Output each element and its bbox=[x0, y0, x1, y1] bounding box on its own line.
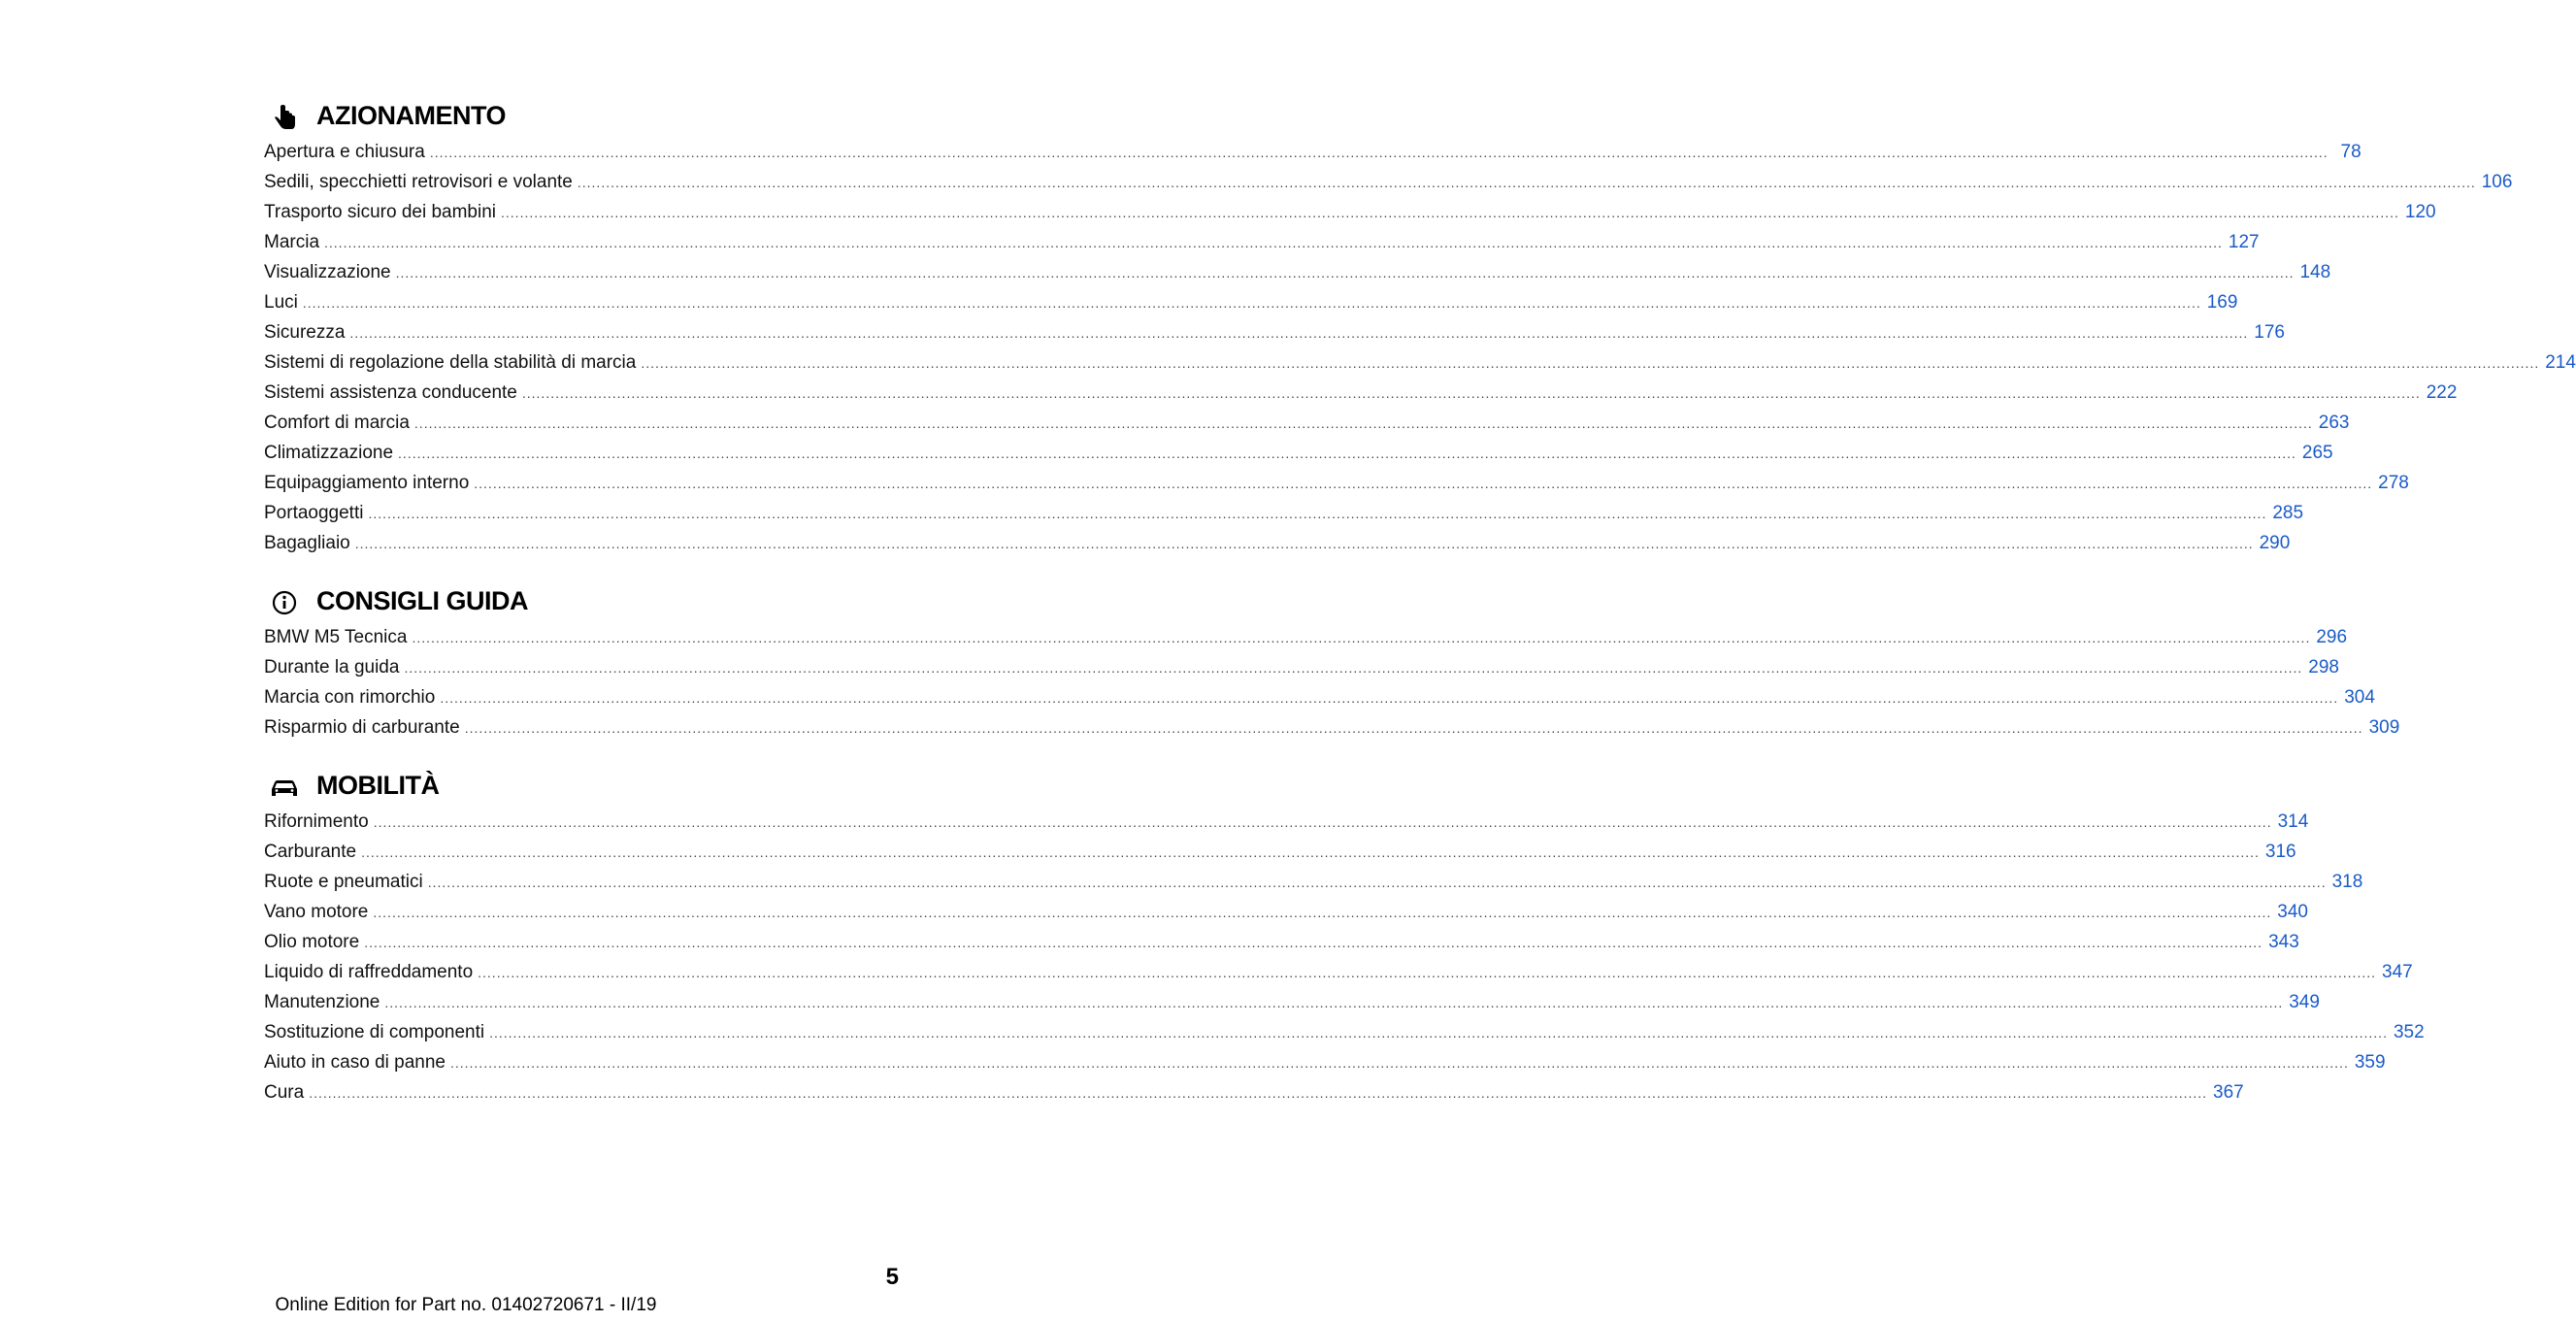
toc-entry[interactable] bbox=[264, 533, 2291, 563]
toc-entry-label: Comfort di marcia bbox=[264, 413, 410, 433]
toc-entry[interactable] bbox=[264, 932, 2299, 962]
section-header bbox=[264, 97, 901, 136]
dot-leader: ................................................................................................................................................................................................................................................................................................................................................................................................................ bbox=[384, 995, 2284, 1010]
section-consigli-guida bbox=[264, 582, 2400, 747]
dot-leader: ................................................................................................................................................................................................................................................................................................................................................................................................................ bbox=[501, 205, 2399, 220]
toc-entry-label: Cura bbox=[264, 1082, 305, 1103]
toc-entry[interactable] bbox=[264, 657, 2339, 687]
dot-leader: ................................................................................................................................................................................................................................................................................................................................................................................................................ bbox=[464, 720, 2363, 736]
toc-entry-label: Sistemi assistenza conducente bbox=[264, 382, 517, 403]
dot-leader: ................................................................................................................................................................................................................................................................................................................................................................................................................ bbox=[429, 145, 2328, 160]
toc-page-link[interactable]: 343 bbox=[2268, 932, 2299, 952]
toc-entry[interactable] bbox=[264, 473, 2409, 503]
car-icon bbox=[268, 773, 301, 802]
toc-page-link[interactable]: 367 bbox=[2213, 1082, 2244, 1103]
toc-page-link[interactable]: 120 bbox=[2404, 202, 2436, 222]
toc-entry-label: Vano motore bbox=[264, 902, 369, 922]
toc-page-link[interactable]: 349 bbox=[2289, 992, 2320, 1012]
dot-leader: ................................................................................................................................................................................................................................................................................................................................................................................................................ bbox=[395, 265, 2295, 281]
toc-page-link[interactable]: 316 bbox=[2264, 842, 2296, 862]
toc-entry-label: Sicurezza bbox=[264, 322, 346, 343]
toc-entry[interactable] bbox=[264, 352, 2576, 382]
dot-leader: ................................................................................................................................................................................................................................................................................................................................................................................................................ bbox=[368, 506, 2267, 521]
toc-entry-label: Olio motore bbox=[264, 932, 360, 952]
toc-entry-label: Visualizzazione bbox=[264, 262, 391, 282]
toc-page-link[interactable]: 265 bbox=[2301, 443, 2333, 463]
hand-pointer-icon bbox=[268, 103, 301, 132]
toc-page-link[interactable]: 148 bbox=[2299, 262, 2331, 282]
toc-entry[interactable] bbox=[264, 717, 2400, 747]
dot-leader: ................................................................................................................................................................................................................................................................................................................................................................................................................ bbox=[577, 175, 2476, 190]
dot-leader: ................................................................................................................................................................................................................................................................................................................................................................................................................ bbox=[398, 446, 2296, 461]
toc-entry[interactable] bbox=[264, 1082, 2244, 1112]
toc-entry[interactable] bbox=[264, 842, 2296, 872]
toc-page-link[interactable]: 340 bbox=[2277, 902, 2308, 922]
toc-entry-label: Luci bbox=[264, 292, 298, 313]
toc-entry[interactable] bbox=[264, 503, 2304, 533]
section-azionamento bbox=[264, 97, 2576, 563]
toc-entry-label: Bagagliaio bbox=[264, 533, 350, 553]
toc-page-link[interactable]: 298 bbox=[2308, 657, 2339, 678]
toc-entry-label: Marcia con rimorchio bbox=[264, 687, 436, 708]
toc-list bbox=[264, 142, 2576, 563]
dot-leader: ................................................................................................................................................................................................................................................................................................................................................................................................................ bbox=[364, 935, 2263, 950]
toc-entry[interactable] bbox=[264, 262, 2331, 292]
toc-page-link[interactable]: 318 bbox=[2331, 872, 2363, 892]
toc-page-link[interactable]: 78 bbox=[2340, 142, 2361, 162]
toc-entry-label: Ruote e pneumatici bbox=[264, 872, 423, 892]
section-header bbox=[264, 767, 901, 806]
section-header bbox=[264, 582, 901, 621]
toc-entry-label: Trasporto sicuro dei bambini bbox=[264, 202, 497, 222]
toc-entry-label: Rifornimento bbox=[264, 811, 369, 832]
toc-entry-label: Durante la guida bbox=[264, 657, 400, 678]
toc-entry-label: Sistemi di regolazione della stabilità di marcia bbox=[264, 352, 637, 373]
section-title: AZIONAMENTO bbox=[316, 101, 506, 130]
toc-page-link[interactable]: 214 bbox=[2545, 352, 2576, 373]
dot-leader: ................................................................................................................................................................................................................................................................................................................................................................................................................ bbox=[521, 385, 2421, 401]
dot-leader: ................................................................................................................................................................................................................................................................................................................................................................................................................ bbox=[413, 415, 2313, 431]
toc-page-link[interactable]: 169 bbox=[2206, 292, 2238, 313]
toc-entry[interactable] bbox=[264, 992, 2320, 1022]
toc-entry[interactable] bbox=[264, 142, 2361, 172]
toc-list bbox=[264, 811, 2425, 1112]
toc-entry[interactable] bbox=[264, 962, 2413, 992]
toc-page-link[interactable]: 296 bbox=[2316, 627, 2348, 647]
toc-entry-label: Sostituzione di componenti bbox=[264, 1022, 485, 1042]
toc-entry-label: Liquido di raffreddamento bbox=[264, 962, 474, 982]
toc-entry[interactable] bbox=[264, 443, 2333, 473]
toc-entry-label: Sedili, specchietti retrovisori e volante bbox=[264, 172, 573, 192]
toc-page-link[interactable]: 106 bbox=[2481, 172, 2513, 192]
toc-entry[interactable] bbox=[264, 627, 2348, 657]
dot-leader: ................................................................................................................................................................................................................................................................................................................................................................................................................ bbox=[373, 814, 2272, 830]
dot-leader: ................................................................................................................................................................................................................................................................................................................................................................................................................ bbox=[309, 1085, 2208, 1101]
dot-leader: ................................................................................................................................................................................................................................................................................................................................................................................................................ bbox=[478, 965, 2376, 980]
page-number: 5 bbox=[885, 1264, 899, 1290]
toc-page-link[interactable]: 176 bbox=[2254, 322, 2285, 343]
toc-page-link[interactable]: 285 bbox=[2272, 503, 2304, 523]
section-mobilita bbox=[264, 767, 2425, 1112]
dot-leader: ................................................................................................................................................................................................................................................................................................................................................................................................................ bbox=[404, 660, 2303, 676]
toc-entry-label: BMW M5 Tecnica bbox=[264, 627, 408, 647]
toc-entry-label: Marcia bbox=[264, 232, 320, 252]
toc-entry[interactable] bbox=[264, 811, 2309, 842]
dot-leader: ................................................................................................................................................................................................................................................................................................................................................................................................................ bbox=[489, 1025, 2388, 1041]
toc-page-link[interactable]: 304 bbox=[2344, 687, 2375, 708]
toc-entry[interactable] bbox=[264, 1052, 2386, 1082]
toc-page-link[interactable]: 347 bbox=[2382, 962, 2413, 982]
dot-leader: ................................................................................................................................................................................................................................................................................................................................................................................................................ bbox=[373, 905, 2272, 920]
dot-leader: ................................................................................................................................................................................................................................................................................................................................................................................................................ bbox=[361, 844, 2260, 860]
toc-page-link[interactable]: 278 bbox=[2378, 473, 2409, 493]
dot-leader: ................................................................................................................................................................................................................................................................................................................................................................................................................ bbox=[449, 1055, 2349, 1071]
toc-entry-label: Carburante bbox=[264, 842, 357, 862]
toc-list bbox=[264, 627, 2400, 747]
toc-entry-label: Aiuto in caso di panne bbox=[264, 1052, 446, 1073]
toc-entry[interactable] bbox=[264, 902, 2308, 932]
dot-leader: ................................................................................................................................................................................................................................................................................................................................................................................................................ bbox=[412, 630, 2311, 645]
toc-entry[interactable] bbox=[264, 1022, 2425, 1052]
toc-entry-label: Portaoggetti bbox=[264, 503, 364, 523]
footer-edition: Online Edition for Part no. 01402720671 - II/19 bbox=[275, 1295, 657, 1315]
dot-leader: ................................................................................................................................................................................................................................................................................................................................................................................................................ bbox=[440, 690, 2339, 706]
toc-entry-label: Apertura e chiusura bbox=[264, 142, 425, 162]
dot-leader: ................................................................................................................................................................................................................................................................................................................................................................................................................ bbox=[427, 875, 2327, 890]
toc-page-link[interactable]: 222 bbox=[2426, 382, 2458, 403]
toc-page-link[interactable]: 352 bbox=[2393, 1022, 2425, 1042]
dot-leader: ................................................................................................................................................................................................................................................................................................................................................................................................................ bbox=[324, 235, 2223, 250]
toc-entry[interactable] bbox=[264, 232, 2260, 262]
toc-entry-label: Climatizzazione bbox=[264, 443, 394, 463]
toc-entry-label: Risparmio di carburante bbox=[264, 717, 460, 738]
dot-leader: ................................................................................................................................................................................................................................................................................................................................................................................................................ bbox=[302, 295, 2201, 311]
toc-page-link[interactable]: 263 bbox=[2318, 413, 2350, 433]
dot-leader: ................................................................................................................................................................................................................................................................................................................................................................................................................ bbox=[354, 536, 2254, 551]
toc-page-link[interactable]: 290 bbox=[2259, 533, 2291, 553]
info-circle-icon bbox=[268, 588, 301, 617]
toc-page-link[interactable]: 127 bbox=[2228, 232, 2260, 252]
toc-entry-label: Equipaggiamento interno bbox=[264, 473, 470, 493]
section-title: CONSIGLI GUIDA bbox=[316, 586, 529, 615]
section-title: MOBILITÀ bbox=[316, 771, 440, 800]
toc-entry-label: Manutenzione bbox=[264, 992, 380, 1012]
toc-page-link[interactable]: 309 bbox=[2368, 717, 2400, 738]
toc-entry[interactable] bbox=[264, 292, 2238, 322]
toc-entry[interactable] bbox=[264, 413, 2350, 443]
toc-entry[interactable] bbox=[264, 872, 2363, 902]
dot-leader: ................................................................................................................................................................................................................................................................................................................................................................................................................ bbox=[641, 355, 2540, 371]
toc-entry[interactable] bbox=[264, 202, 2436, 232]
toc-page-link[interactable]: 359 bbox=[2354, 1052, 2386, 1073]
toc-page-link[interactable]: 314 bbox=[2277, 811, 2309, 832]
toc-entry[interactable] bbox=[264, 172, 2513, 202]
toc-entry[interactable] bbox=[264, 322, 2285, 352]
dot-leader: ................................................................................................................................................................................................................................................................................................................................................................................................................ bbox=[474, 476, 2373, 491]
toc-entry[interactable] bbox=[264, 382, 2458, 413]
toc-entry[interactable] bbox=[264, 687, 2375, 717]
dot-leader: ................................................................................................................................................................................................................................................................................................................................................................................................................ bbox=[349, 325, 2249, 341]
